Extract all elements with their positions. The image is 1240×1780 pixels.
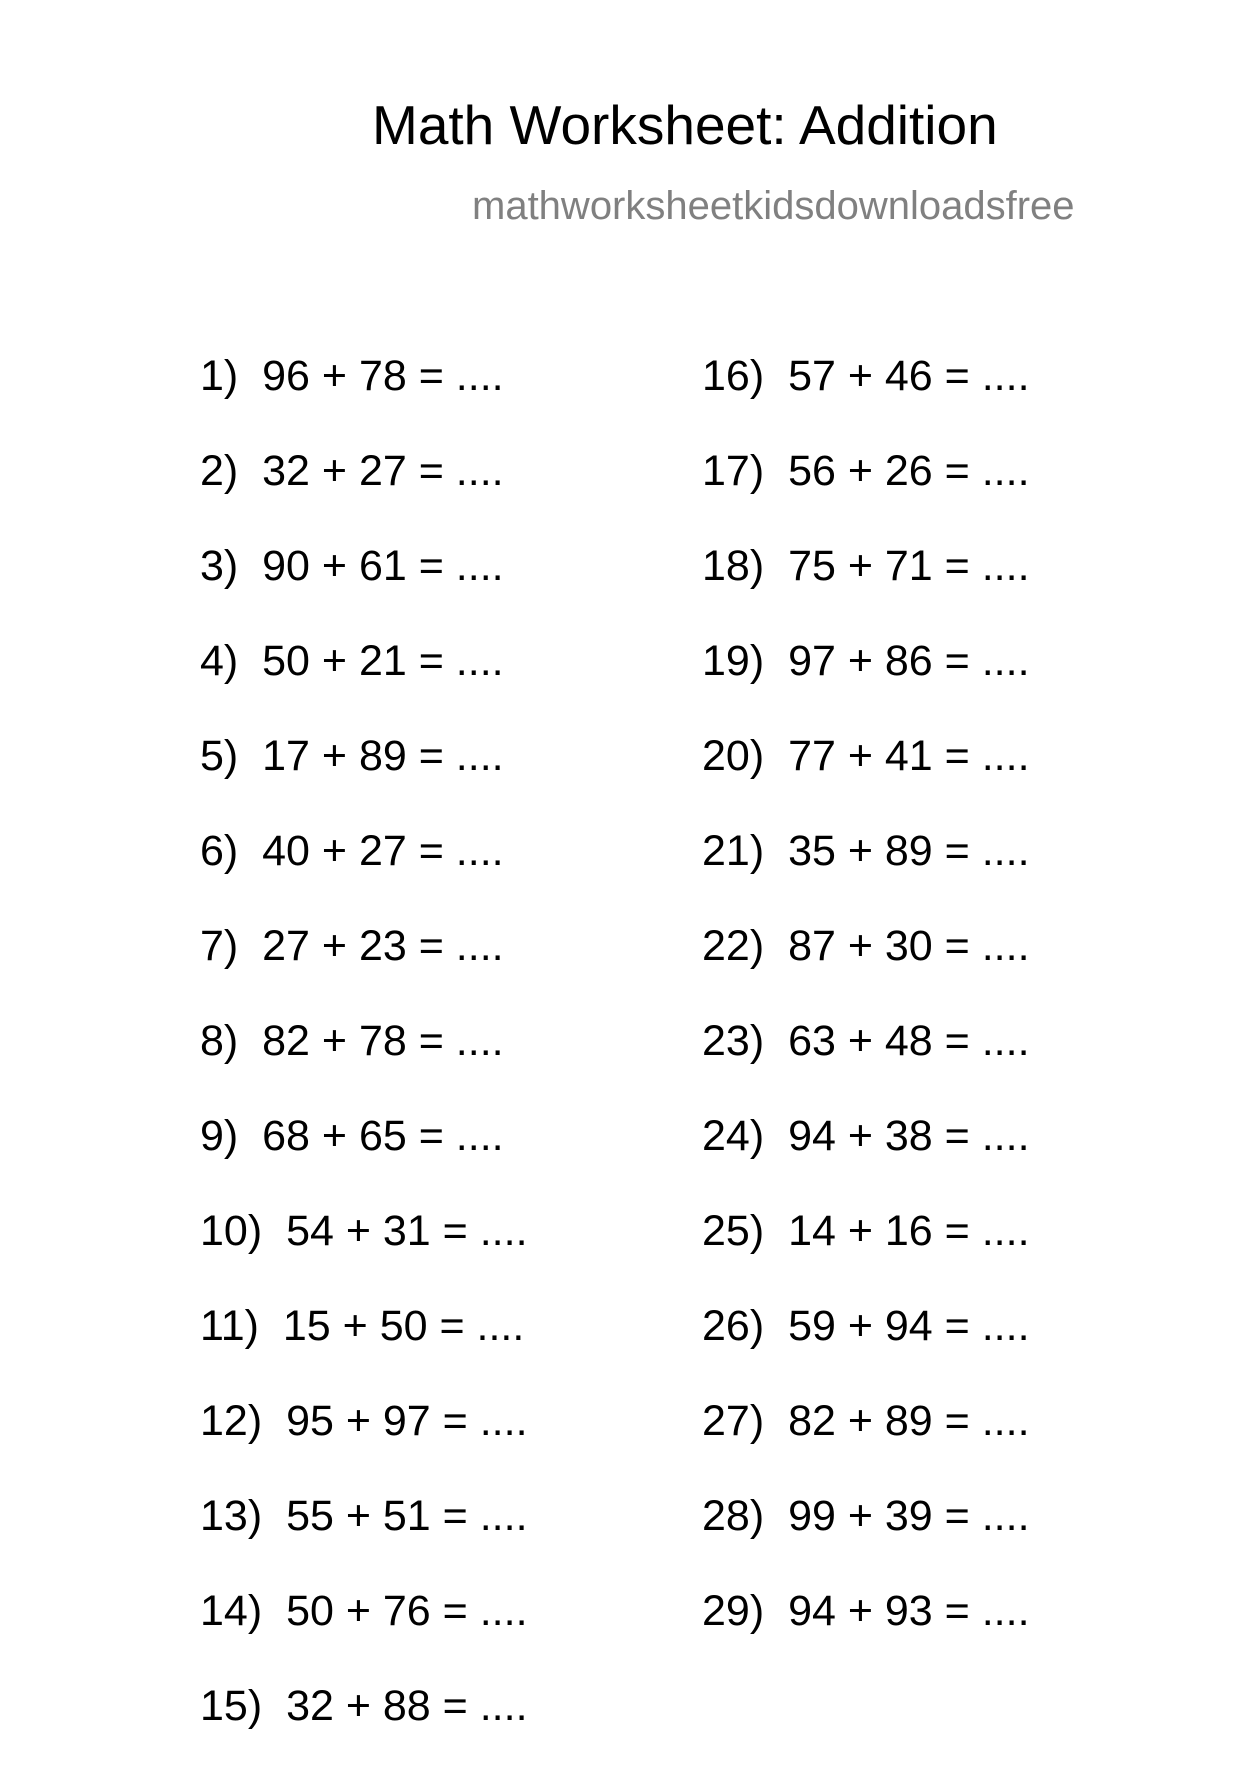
problem-expression: 68 + 65 = .... bbox=[262, 1112, 504, 1160]
problem-list-left bbox=[200, 352, 528, 1780]
problem-item bbox=[702, 922, 1030, 1020]
problem-item bbox=[200, 1112, 528, 1210]
problem-number: 6) bbox=[200, 827, 239, 875]
problem-item bbox=[702, 827, 1030, 925]
problem-number: 22) bbox=[702, 922, 765, 970]
problem-number: 29) bbox=[702, 1587, 765, 1635]
problem-item bbox=[200, 1207, 528, 1305]
problem-expression: 82 + 89 = .... bbox=[788, 1397, 1030, 1445]
problem-number: 25) bbox=[702, 1207, 765, 1255]
problem-item bbox=[200, 1302, 528, 1400]
problem-item bbox=[200, 827, 528, 925]
problem-list-right bbox=[702, 352, 1030, 1685]
problem-expression: 32 + 88 = .... bbox=[286, 1682, 528, 1730]
problem-number: 28) bbox=[702, 1492, 765, 1540]
page-title: Math Worksheet: Addition bbox=[372, 94, 998, 156]
problem-expression: 15 + 50 = .... bbox=[282, 1302, 525, 1350]
problem-item bbox=[200, 542, 528, 640]
problem-expression: 97 + 86 = .... bbox=[788, 637, 1030, 685]
problem-expression: 40 + 27 = .... bbox=[262, 827, 504, 875]
problem-number: 7) bbox=[200, 922, 239, 970]
problem-item bbox=[702, 352, 1030, 450]
problem-expression: 59 + 94 = .... bbox=[788, 1302, 1030, 1350]
problem-item bbox=[702, 1587, 1030, 1685]
problem-expression: 17 + 89 = .... bbox=[262, 732, 504, 780]
problem-item bbox=[200, 447, 528, 545]
problem-number: 23) bbox=[702, 1017, 765, 1065]
problem-expression: 55 + 51 = .... bbox=[286, 1492, 528, 1540]
problem-item bbox=[702, 1397, 1030, 1495]
problem-number: 21) bbox=[702, 827, 765, 875]
problem-expression: 82 + 78 = .... bbox=[262, 1017, 504, 1065]
problem-number: 1) bbox=[200, 352, 239, 400]
problem-number: 9) bbox=[200, 1112, 239, 1160]
problem-item bbox=[200, 352, 528, 450]
problem-expression: 90 + 61 = .... bbox=[262, 542, 504, 590]
problem-item bbox=[702, 732, 1030, 830]
problem-number: 24) bbox=[702, 1112, 765, 1160]
problem-number: 12) bbox=[200, 1397, 263, 1445]
problem-expression: 95 + 97 = .... bbox=[286, 1397, 528, 1445]
problem-item bbox=[702, 447, 1030, 545]
page-subtitle: mathworksheetkidsdownloadsfree bbox=[472, 184, 1075, 228]
problem-number: 26) bbox=[702, 1302, 765, 1350]
problem-number: 3) bbox=[200, 542, 239, 590]
problem-item bbox=[702, 637, 1030, 735]
problem-number: 14) bbox=[200, 1587, 263, 1635]
problem-number: 13) bbox=[200, 1492, 263, 1540]
problem-expression: 94 + 93 = .... bbox=[788, 1587, 1030, 1635]
problem-number: 16) bbox=[702, 352, 765, 400]
problem-expression: 77 + 41 = .... bbox=[788, 732, 1030, 780]
problem-expression: 57 + 46 = .... bbox=[788, 352, 1030, 400]
problem-number: 27) bbox=[702, 1397, 765, 1445]
problem-number: 15) bbox=[200, 1682, 263, 1730]
problem-expression: 94 + 38 = .... bbox=[788, 1112, 1030, 1160]
problem-expression: 32 + 27 = .... bbox=[262, 447, 504, 495]
problem-item bbox=[702, 1112, 1030, 1210]
problem-number: 19) bbox=[702, 637, 765, 685]
problem-number: 5) bbox=[200, 732, 239, 780]
problem-expression: 14 + 16 = .... bbox=[788, 1207, 1030, 1255]
problem-number: 10) bbox=[200, 1207, 263, 1255]
problem-item bbox=[702, 1017, 1030, 1115]
problem-expression: 56 + 26 = .... bbox=[788, 447, 1030, 495]
problem-number: 20) bbox=[702, 732, 765, 780]
problem-item bbox=[702, 1207, 1030, 1305]
problem-item bbox=[200, 1017, 528, 1115]
problem-item bbox=[200, 637, 528, 735]
problem-expression: 87 + 30 = .... bbox=[788, 922, 1030, 970]
problem-item bbox=[200, 1492, 528, 1590]
problem-item bbox=[200, 1397, 528, 1495]
problem-item bbox=[200, 732, 528, 830]
problem-expression: 75 + 71 = .... bbox=[788, 542, 1030, 590]
problem-number: 17) bbox=[702, 447, 765, 495]
problem-number: 11) bbox=[200, 1302, 259, 1350]
problem-expression: 54 + 31 = .... bbox=[286, 1207, 528, 1255]
problem-expression: 50 + 21 = .... bbox=[262, 637, 504, 685]
problem-number: 18) bbox=[702, 542, 765, 590]
problem-expression: 50 + 76 = .... bbox=[286, 1587, 528, 1635]
problem-item bbox=[702, 1492, 1030, 1590]
problem-number: 8) bbox=[200, 1017, 239, 1065]
problem-number: 2) bbox=[200, 447, 239, 495]
problem-item bbox=[702, 1302, 1030, 1400]
problem-item bbox=[200, 922, 528, 1020]
problem-item bbox=[200, 1682, 528, 1780]
problem-expression: 35 + 89 = .... bbox=[788, 827, 1030, 875]
problem-expression: 27 + 23 = .... bbox=[262, 922, 504, 970]
problem-item bbox=[200, 1587, 528, 1685]
problem-expression: 99 + 39 = .... bbox=[788, 1492, 1030, 1540]
problem-expression: 96 + 78 = .... bbox=[262, 352, 504, 400]
problem-expression: 63 + 48 = .... bbox=[788, 1017, 1030, 1065]
problem-item bbox=[702, 542, 1030, 640]
problem-number: 4) bbox=[200, 637, 239, 685]
